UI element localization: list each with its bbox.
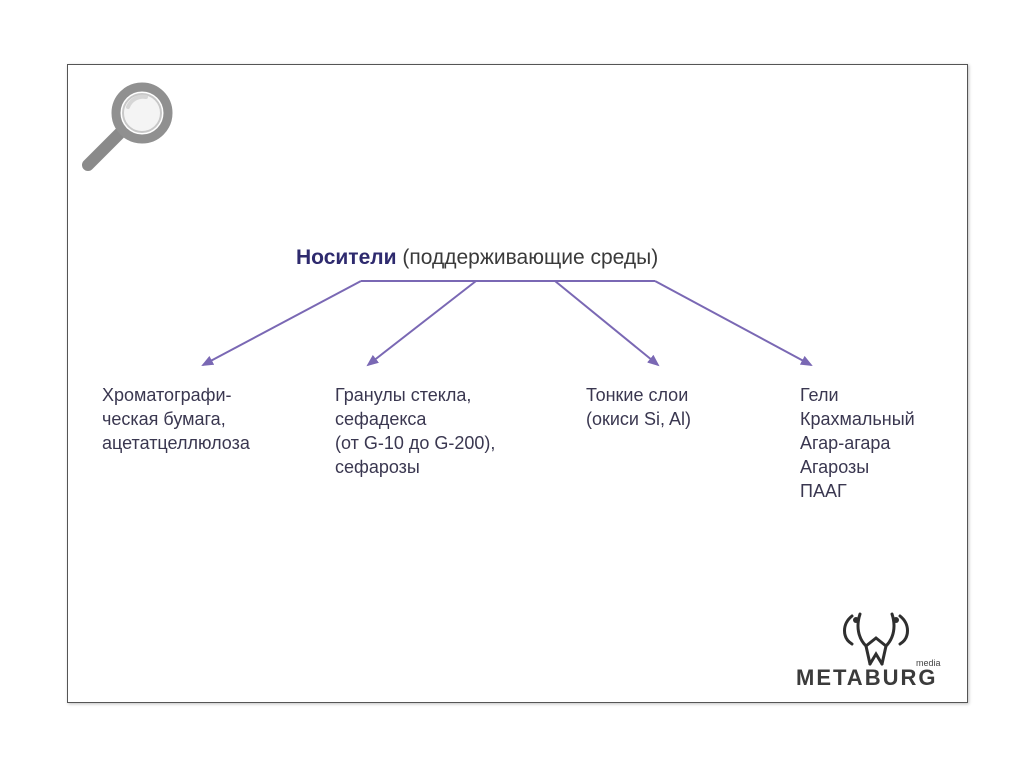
node-line: сефарозы <box>335 457 420 477</box>
node-thin-layers <box>586 383 691 431</box>
slide <box>67 64 968 703</box>
logo-subtitle: media <box>916 658 941 668</box>
node-line: Гели <box>800 385 839 405</box>
node-line: Хроматографи- <box>102 385 232 405</box>
arrow-to-node-1 <box>203 281 361 365</box>
node-line: Тонкие слои <box>586 385 689 405</box>
node-line: Гранулы стекла, <box>335 385 472 405</box>
arrow-to-node-3 <box>555 281 658 365</box>
title-bold: Носители <box>296 246 397 269</box>
logo-wordmark: METABURG <box>796 665 938 690</box>
node-granules <box>335 383 495 479</box>
node-line: ацетатцеллюлоза <box>102 433 250 453</box>
node-line: Агарозы <box>800 457 870 477</box>
node-line: Агар-агара <box>800 433 891 453</box>
arrow-to-node-4 <box>655 281 811 365</box>
node-gels <box>800 383 915 503</box>
node-line: (от G-10 до G-200), <box>335 433 496 453</box>
node-line: (окиси Si, Al) <box>586 409 692 429</box>
node-line: ческая бумага, <box>102 409 226 429</box>
logo-mark-icon <box>838 610 914 668</box>
node-paper <box>102 383 250 455</box>
metaburg-logo <box>796 610 956 692</box>
node-line: сефадекса <box>335 409 427 429</box>
diagram-title <box>296 246 658 270</box>
arrow-to-node-2 <box>368 281 476 365</box>
node-line: Крахмальный <box>800 409 915 429</box>
node-line: ПААГ <box>800 481 847 501</box>
title-rest: (поддерживающие среды) <box>396 246 659 269</box>
